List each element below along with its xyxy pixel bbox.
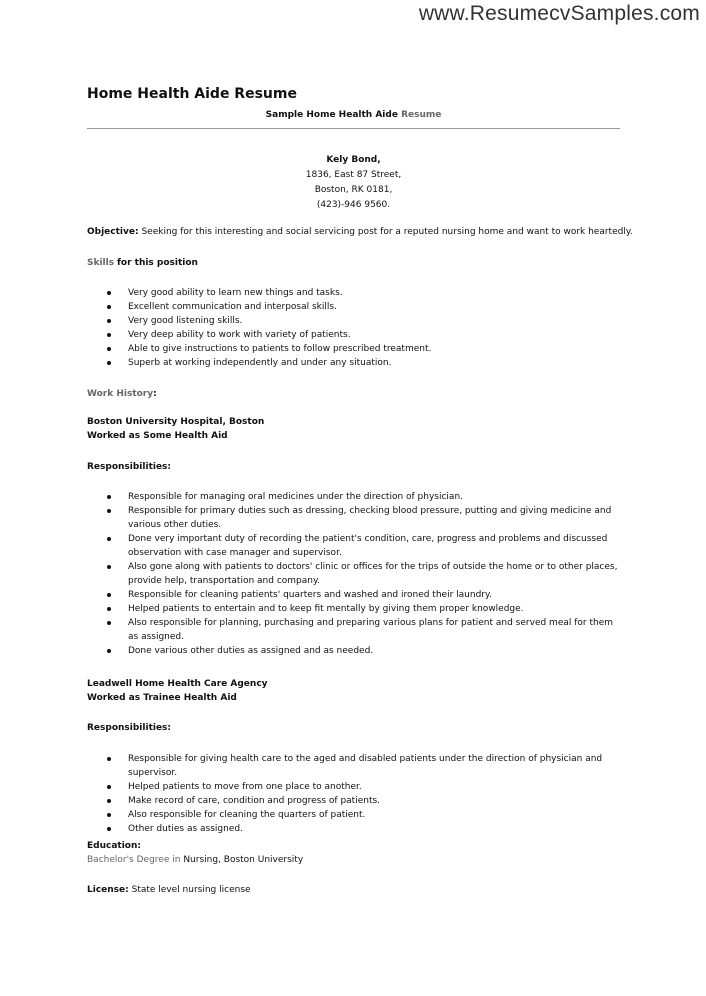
education-degree-gray: Bachelor's Degree in	[87, 855, 181, 865]
header-divider	[87, 128, 620, 129]
job-1-responsibilities-label: Responsibilities:	[87, 462, 172, 472]
list-item: Also responsible for cleaning the quarters of patient.	[87, 808, 620, 822]
list-item: Also gone along with patients to doctors' clinic or offices for the trips of outside the home or to other places, provide help, transportation and company.	[87, 560, 620, 588]
job-1-employer: Boston University Hospital, Boston	[87, 417, 265, 427]
work-history-heading-gray: Work History	[87, 389, 154, 399]
contact-address-line2: Boston, RK 0181,	[314, 185, 393, 195]
job-1-role: Worked as Some Health Aid	[87, 431, 228, 441]
job-2-responsibilities-label: Responsibilities:	[87, 723, 172, 733]
list-item: Done various other duties as assigned and as needed.	[87, 644, 620, 658]
list-item: Very good ability to learn new things and tasks.	[87, 286, 620, 300]
job-2-employer: Leadwell Home Health Care Agency	[87, 679, 268, 689]
list-item: Also responsible for planning, purchasing and preparing various plans for patient and served meal for them as assigned.	[87, 616, 620, 644]
license-label: License:	[87, 885, 129, 895]
list-item: Make record of care, condition and progress of patients.	[87, 794, 620, 808]
site-watermark: www.ResumecvSamples.com	[418, 2, 700, 25]
skills-heading	[87, 256, 198, 270]
list-item: Helped patients to move from one place to another.	[87, 780, 620, 794]
contact-phone: (423)-946 9560.	[316, 200, 391, 210]
list-item: Done very important duty of recording the patient's condition, care, progress and problems and discussed observation with case manager and supervisor.	[87, 532, 620, 560]
job-2-responsibilities-list	[87, 752, 620, 836]
work-history-heading-colon: :	[153, 389, 157, 399]
license-text: State level nursing license	[131, 885, 251, 895]
list-item: Responsible for giving health care to the aged and disabled patients under the direction of physician and supervisor.	[87, 752, 620, 780]
list-item: Excellent communication and interposal skills.	[87, 300, 620, 314]
license-line	[87, 883, 251, 897]
skills-heading-gray: Skills	[87, 258, 115, 268]
objective-label: Objective:	[87, 227, 139, 237]
job-1-responsibilities-list	[87, 490, 620, 658]
list-item: Responsible for primary duties such as dressing, checking blood pressure, putting and giving medicine and various other duties.	[87, 504, 620, 532]
list-item: Helped patients to entertain and to keep fit mentally by giving them proper knowledge.	[87, 602, 620, 616]
list-item: Very good listening skills.	[87, 314, 620, 328]
education-label: Education:	[87, 841, 141, 851]
job-2-role: Worked as Trainee Health Aid	[87, 693, 237, 703]
list-item: Superb at working independently and under any situation.	[87, 356, 620, 370]
objective-text: Seeking for this interesting and social servicing post for a reputed nursing home and want to work heartedly.	[141, 227, 633, 237]
education-degree-rest: Nursing, Boston University	[183, 855, 304, 865]
subtitle-main: Sample Home Health Aide	[265, 110, 398, 120]
contact-name: Kely Bond,	[326, 155, 381, 165]
contact-address-line1: 1836, East 87 Street,	[305, 170, 402, 180]
education-degree	[87, 853, 303, 867]
contact-block	[87, 153, 620, 213]
list-item: Very deep ability to work with variety of patients.	[87, 328, 620, 342]
skills-heading-bold: for this position	[116, 258, 198, 268]
subtitle-accent: Resume	[401, 110, 442, 120]
list-item: Able to give instructions to patients to follow prescribed treatment.	[87, 342, 620, 356]
list-item: Other duties as assigned.	[87, 822, 620, 836]
objective-line	[87, 225, 633, 239]
work-history-heading	[87, 387, 157, 401]
skills-list	[87, 286, 620, 370]
list-item: Responsible for cleaning patients' quarters and washed and ironed their laundry.	[87, 588, 620, 602]
subtitle	[87, 110, 620, 120]
list-item: Responsible for managing oral medicines under the direction of physician.	[87, 490, 620, 504]
page-title: Home Health Aide Resume	[87, 86, 297, 102]
